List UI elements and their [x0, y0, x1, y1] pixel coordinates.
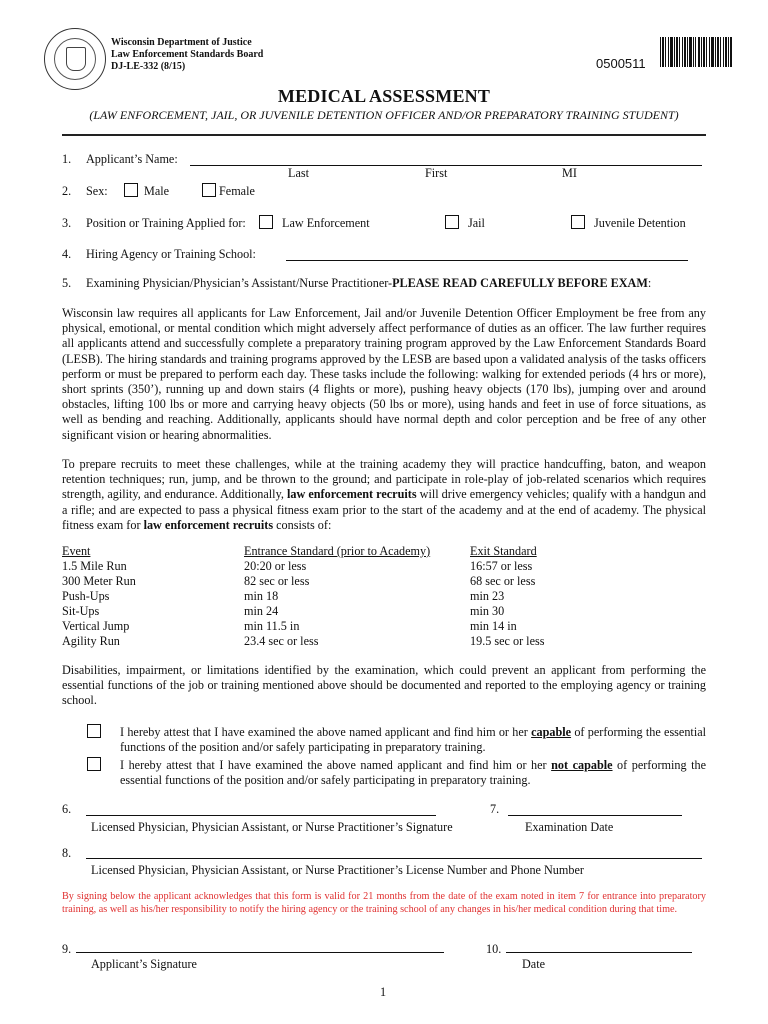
capable-text-1: I hereby attest that I have examined the above named applicant and find him or her [120, 725, 532, 739]
training-emphasis-2: law enforcement recruits [143, 517, 274, 532]
table-cell: Push-Ups [62, 589, 110, 603]
agency-name: Wisconsin Department of Justice [111, 37, 252, 48]
exam-date-label: Examination Date [525, 820, 614, 834]
table-header-event: Event [62, 544, 91, 558]
table-cell: min 23 [470, 589, 505, 603]
sex-female-checkbox[interactable] [202, 183, 216, 197]
training-text-3: consists of: [273, 517, 332, 532]
table-header-exit: Exit Standard [470, 544, 537, 558]
page-title: MEDICAL ASSESSMENT [277, 86, 491, 106]
physician-signature-label: Licensed Physician, Physician Assistant, or Nurse Practitioner’s Signature [91, 820, 453, 834]
name-first-label: First [425, 166, 448, 180]
form-number: 0500511 [596, 56, 646, 71]
table-cell: Vertical Jump [62, 619, 130, 633]
examining-warning: PLEASE READ CAREFULLY BEFORE EXAM [392, 276, 648, 290]
not-capable-emphasis: not capable [551, 758, 613, 772]
table-cell: 16:57 or less [470, 559, 533, 573]
item-8-number: 8. [62, 846, 72, 860]
not-capable-checkbox[interactable] [87, 757, 101, 771]
table-header-entrance: Entrance Standard (prior to Academy) [244, 544, 431, 558]
examining-instruction [86, 276, 651, 291]
header-divider [62, 134, 706, 136]
training-emphasis-1: law enforcement recruits [287, 487, 417, 502]
table-cell: min 14 in [470, 619, 517, 633]
examining-label: Examining Physician/Physician’s Assistant/Nurse Practitioner- [86, 276, 393, 290]
item-10-number: 10. [486, 942, 502, 956]
license-phone-label: Licensed Physician, Physician Assistant, or Nurse Practitioner’s License Number and Phone Number [91, 863, 584, 877]
table-cell: Sit-Ups [62, 604, 100, 618]
position-law-enforcement-checkbox[interactable] [259, 215, 273, 229]
page-number: 1 [380, 985, 387, 999]
position-label: Position or Training Applied for: [86, 216, 246, 230]
training-text-1: To prepare recruits to meet these challenges, while at the training academy they will practice handcuffing, baton, and weapon retention techniques; run, jump, and be thrown to the ground; and participate in role-play of job-related scenarios which requires strength, agility, and endurance. Additionally, [62, 457, 706, 502]
item-2-number: 2. [62, 184, 72, 198]
item-4-number: 4. [62, 247, 72, 261]
training-paragraph [62, 457, 706, 533]
validity-notice: By signing below the applicant acknowledges that this form is valid for 21 months from the date of the exam noted in item 7 for entrance into preparatory training, as well as his/her responsibility to notify the hiring agency or the training school of any changes in his/her medical condition during that time. [62, 891, 706, 916]
not-capable-statement [120, 758, 706, 788]
disabilities-paragraph: Disabilities, impairment, or limitations identified by the examination, which could prevent an applicant from performing the essential functions of the job or training mentioned above should be documented and reported to the employing agency or training school. [62, 663, 706, 708]
capable-text-2: of performing the essential functions of the position and/or safely participating in preparatory training. [120, 725, 706, 755]
state-seal [44, 28, 106, 90]
table-cell: min 24 [244, 604, 279, 618]
not-capable-text-1: I hereby attest that I have examined the above named applicant and find him or her [120, 758, 552, 772]
position-juvenile-checkbox[interactable] [571, 215, 585, 229]
table-cell: 19.5 sec or less [470, 634, 545, 648]
physician-signature-field[interactable] [86, 815, 436, 816]
form-code: DJ-LE-332 (8/15) [111, 61, 186, 72]
capable-statement [120, 725, 706, 755]
item-6-number: 6. [62, 802, 72, 816]
table-cell: 1.5 Mile Run [62, 559, 127, 573]
hiring-agency-label: Hiring Agency or Training School: [86, 247, 256, 261]
table-cell: 82 sec or less [244, 574, 310, 588]
applicant-name-label: Applicant’s Name: [86, 152, 178, 166]
sex-label: Sex: [86, 184, 108, 198]
name-mi-label: MI [562, 166, 577, 180]
not-capable-text-2: of performing the essential functions of the position and/or safely participating in preparatory training. [120, 758, 706, 788]
table-cell: min 18 [244, 589, 279, 603]
training-text-2: will drive emergency vehicles; qualify with a handgun and a rifle; and are expected to pass a physical fitness exam prior to the start of the academy and at the end of academy. The physical fitness exam for [62, 487, 706, 532]
applicant-date-field[interactable] [506, 952, 692, 953]
item-9-number: 9. [62, 942, 72, 956]
barcode-image [660, 37, 732, 67]
sex-male-checkbox[interactable] [124, 183, 138, 197]
board-name: Law Enforcement Standards Board [111, 49, 264, 60]
sex-female-label: Female [219, 184, 255, 198]
table-cell: 68 sec or less [470, 574, 536, 588]
table-cell: Agility Run [62, 634, 120, 648]
hiring-agency-field[interactable] [286, 260, 688, 261]
table-cell: min 11.5 in [244, 619, 300, 633]
item-3-number: 3. [62, 216, 72, 230]
table-cell: min 30 [470, 604, 505, 618]
sex-male-label: Male [144, 184, 170, 198]
position-juvenile-label: Juvenile Detention [594, 216, 686, 230]
requirements-paragraph: Wisconsin law requires all applicants for Law Enforcement, Jail and/or Juvenile Detention Officer Employment be free from any physical, emotional, or mental condition which might adversely affect performance of duties as an officer. The law further requires all applicants attend and successfully complete a preparatory training program approved by the Law Enforcement Standards Board (LESB). The hiring standards and training programs approved by the LESB are based upon a validated analysis of the tasks officers perform or must be prepared to perform each day. These tasks include the following: walking for extended periods (4 hrs or more), short sprints (350’), running up and down stairs (4 flights or more), pushing heavy objects (170 lbs), jumping over and around obstacles, lifting 100 lbs or more and carrying heavy objects (50 lbs or more), using hands and feet in use of force situations, as well as bending and reaching. Additionally, applicants should have normal depth and color perception and be free of any other significant vision or hearing abnormalities. [62, 306, 706, 442]
capable-checkbox[interactable] [87, 724, 101, 738]
exam-date-field[interactable] [508, 815, 682, 816]
examining-colon: : [647, 276, 652, 290]
page-subtitle: (LAW ENFORCEMENT, JAIL, OR JUVENILE DETENTION OFFICER AND/OR PREPARATORY TRAINING STUDENT) [89, 108, 679, 122]
item-7-number: 7. [490, 802, 500, 816]
applicant-signature-field[interactable] [76, 952, 444, 953]
table-cell: 20:20 or less [244, 559, 307, 573]
applicant-signature-label: Applicant’s Signature [91, 957, 197, 971]
name-last-label: Last [288, 166, 309, 180]
item-1-number: 1. [62, 152, 72, 166]
table-cell: 23.4 sec or less [244, 634, 319, 648]
position-jail-checkbox[interactable] [445, 215, 459, 229]
applicant-date-label: Date [522, 957, 546, 971]
position-law-enforcement-label: Law Enforcement [282, 216, 370, 230]
license-phone-field[interactable] [86, 858, 702, 859]
agency-block [111, 37, 263, 73]
position-jail-label: Jail [468, 216, 485, 230]
capable-emphasis: capable [531, 725, 572, 739]
item-5-number: 5. [62, 276, 72, 290]
table-cell: 300 Meter Run [62, 574, 136, 588]
